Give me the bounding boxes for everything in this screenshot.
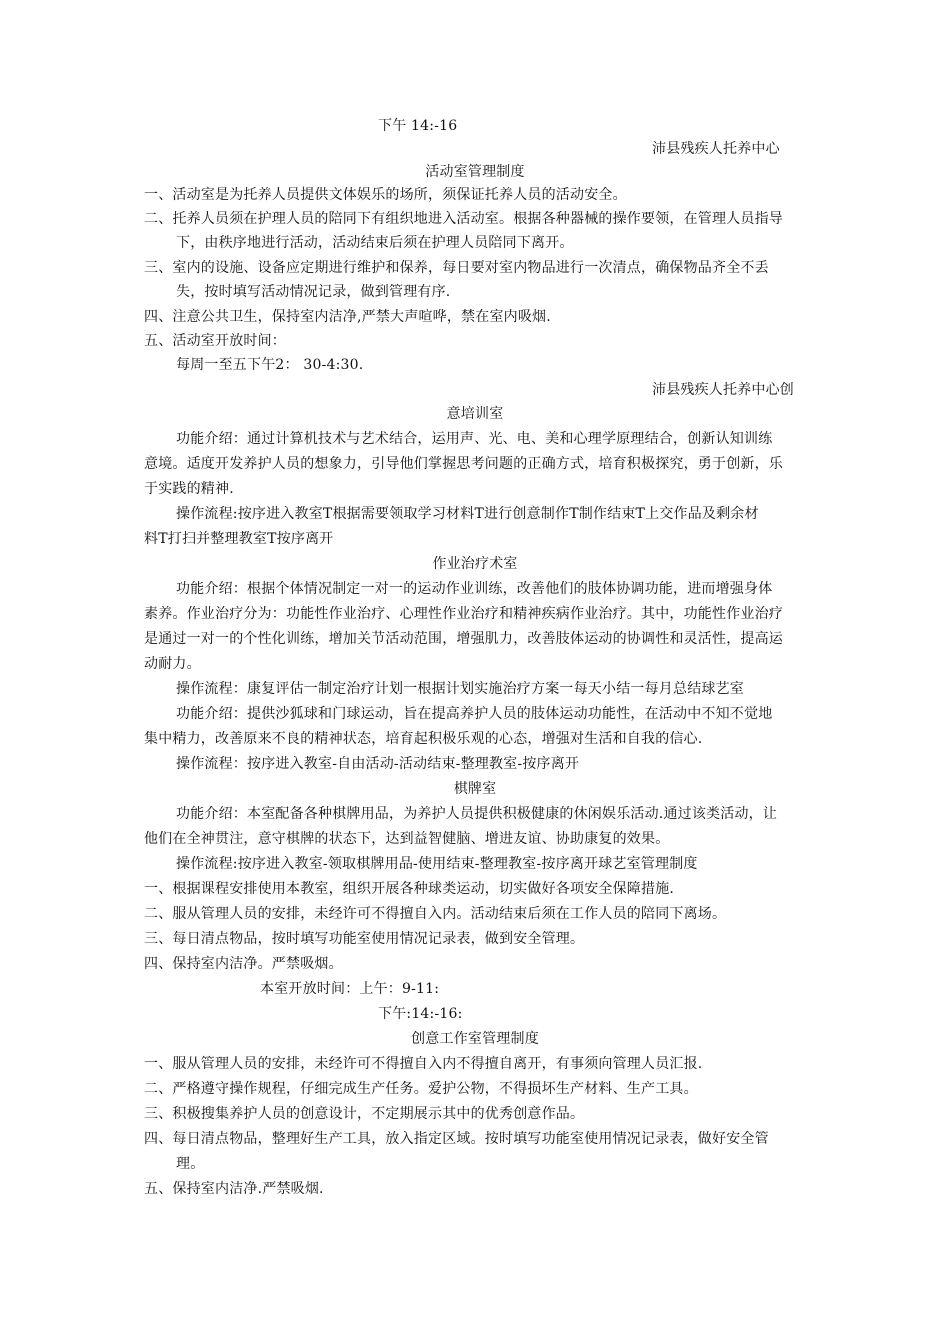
rule-line: 二、严格遵守操作规程，仔细完成生产任务。爱护公物，不得损坏生产材料、生产工具。 — [144, 1081, 698, 1097]
rule-line: 三、室内的设施、设备应定期进行维护和保养，每日要对室内物品进行一次清点，确保物品齐全不丢 — [144, 260, 769, 276]
rule-line: 一、活动室是为托养人员提供文体娱乐的场所，须保证托养人员的活动安全。 — [144, 187, 627, 203]
section-title-creative-training-room: 意培训室 — [446, 406, 504, 422]
paragraph-line: 操作流程：按序进入教室-自由活动-活动结束-整理教室-按序离开 — [176, 756, 580, 772]
paragraph-line: 他们在全神贯注，意守棋牌的状态下，达到益智健脑、增进友谊、协助康复的效果。 — [144, 831, 670, 847]
paragraph-line: 操作流程:按序进入教室T根据需要领取学习材料T进行创意制作T制作结束T上交作品及剩余材 — [176, 506, 759, 522]
org-name: 沛县残疾人托养中心创 — [652, 382, 794, 398]
paragraph-line: 功能介绍：通过计算机技术与艺术结合，运用声、光、电、美和心理学原理结合，创新认知训练 — [176, 431, 773, 447]
section-title-chess-room: 棋牌室 — [453, 781, 497, 797]
opening-hours: 本室开放时间：上午：9-11: — [260, 981, 440, 997]
paragraph-line: 意境。适度开发养护人员的想象力，引导他们掌握思考问题的正确方式，培育积极探究，勇于创新，乐 — [144, 456, 783, 472]
paragraph-line: 动耐力。 — [144, 656, 201, 672]
rule-line: 四、保持室内洁净。严禁吸烟。 — [144, 956, 343, 972]
rule-line-continued: 失，按时填写活动情况记录，做到管理有序. — [176, 284, 451, 300]
paragraph-line: 素养。作业治疗分为：功能性作业治疗、心理性作业治疗和精神疾病作业治疗。其中，功能性作业治疗 — [144, 606, 783, 622]
paragraph-line: 功能介绍：提供沙狐球和门球运动，旨在提高养护人员的肢体运动功能性，在活动中不知不觉地 — [176, 706, 773, 722]
rule-line: 四、每日清点物品，整理好生产工具，放入指定区域。按时填写功能室使用情况记录表，做好安全管 — [144, 1131, 769, 1147]
paragraph-line: 操作流程:按序进入教室-领取棋牌用品-使用结束-整理教室-按序离开球艺室管理制度 — [176, 856, 698, 872]
rule-line: 五、保持室内洁净.严禁吸烟. — [144, 1181, 324, 1197]
section-title-creative-workshop: 创意工作室管理制度 — [411, 1031, 539, 1047]
paragraph-line: 于实践的精神. — [144, 481, 234, 497]
rule-line: 五、活动室开放时间： — [144, 333, 286, 349]
header-time: 下午 14:-16 — [378, 118, 458, 134]
opening-hours: 下午:14:-16: — [378, 1006, 463, 1022]
rule-line-continued: 下，由秩序地进行活动，活动结束后须在护理人员陪同下离开。 — [176, 235, 574, 251]
rule-line: 二、服从管理人员的安排，未经许可不得擅自入内。活动结束后须在工作人员的陪同下离场。 — [144, 906, 727, 922]
paragraph-line: 料T打扫并整理教室T按序离开 — [144, 531, 334, 547]
paragraph-line: 功能介绍：根据个体情况制定一对一的运动作业训练，改善他们的肢体协调功能，进而增强身体 — [176, 581, 773, 597]
org-name: 沛县残疾人托养中心 — [652, 141, 780, 157]
paragraph-line: 操作流程：康复评估一制定治疗计划一根据计划实施治疗方案一每天小结一每月总结球艺室 — [176, 681, 744, 697]
rule-line: 一、服从管理人员的安排，未经许可不得擅自入内不得擅自离开，有事须向管理人员汇报. — [144, 1056, 703, 1072]
opening-hours: 每周一至五下午2： 30-4:30. — [176, 357, 364, 373]
paragraph-line: 是通过一对一的个性化训练，增加关节活动范围，增强肌力，改善肢体运动的协调性和灵活性，提高运 — [144, 631, 783, 647]
section-title-activity-room: 活动室管理制度 — [425, 164, 525, 180]
paragraph-line: 集中精力，改善原来不良的精神状态，培育起积极乐观的心态，增强对生活和自我的信心. — [144, 731, 703, 747]
rule-line: 二、托养人员须在护理人员的陪同下有组织地进入活动室。根据各种器械的操作要领，在管理人员指导 — [144, 211, 783, 227]
rule-line: 三、每日清点物品，按时填写功能室使用情况记录表，做到安全管理。 — [144, 931, 585, 947]
rule-line-continued: 理。 — [176, 1156, 205, 1172]
section-title-occupational-therapy-room: 作业治疗术室 — [432, 556, 518, 572]
rule-line: 三、积极搜集养护人员的创意设计，不定期展示其中的优秀创意作品。 — [144, 1106, 585, 1122]
rule-line: 四、注意公共卫生，保持室内洁净,严禁大声喧哗，禁在室内吸烟. — [144, 309, 551, 325]
rule-line: 一、根据课程安排使用本教室，组织开展各种球类运动，切实做好各项安全保障措施. — [144, 881, 675, 897]
paragraph-line: 功能介绍：本室配备各种棋牌用品，为养护人员提供积极健康的休闲娱乐活动.通过该类活动，让 — [176, 806, 778, 822]
